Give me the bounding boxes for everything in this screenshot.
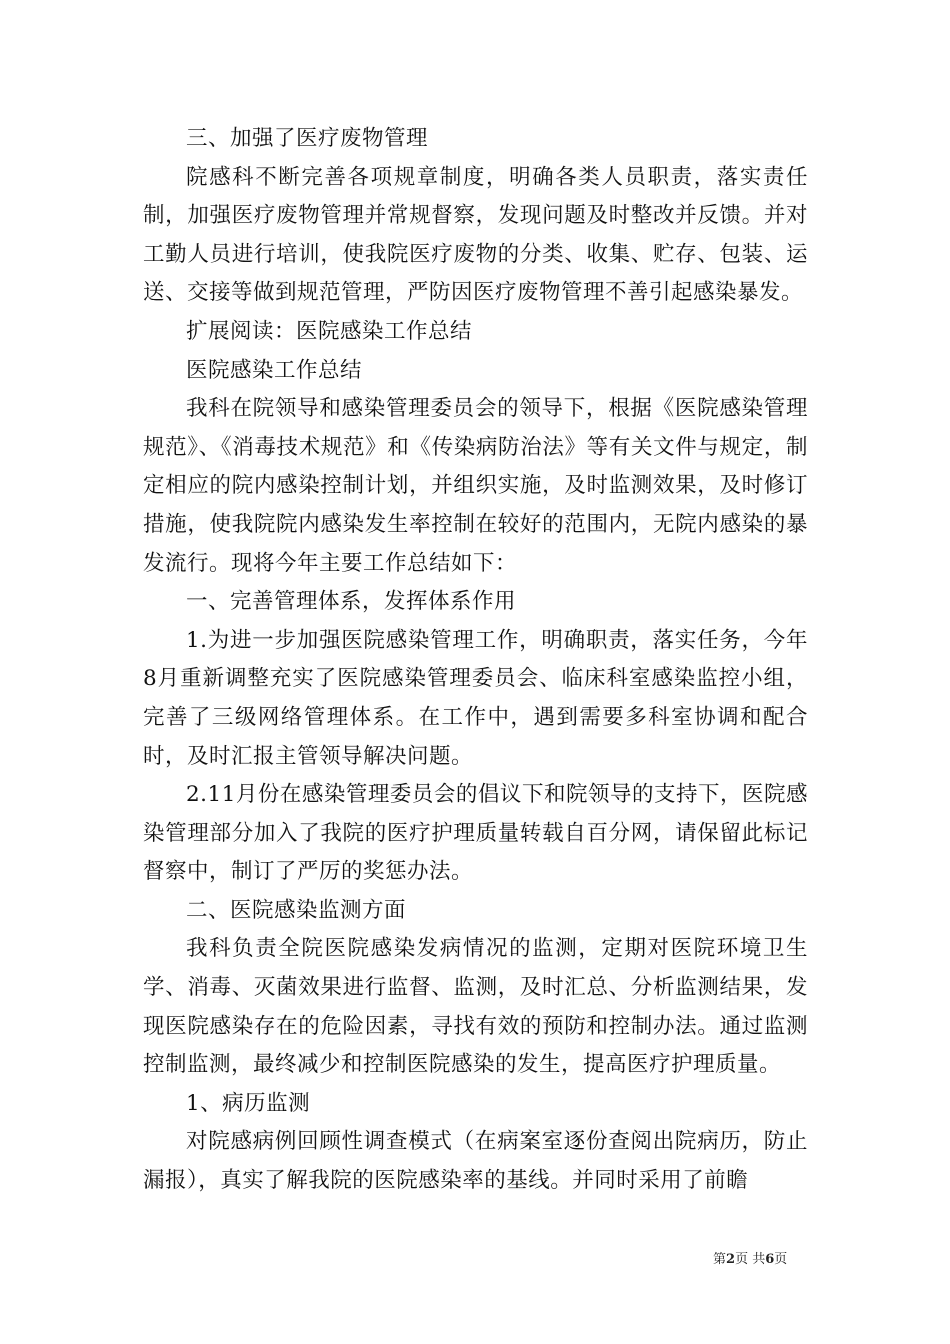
footer-suffix: 页 <box>774 1252 788 1267</box>
summary-title: 医院感染工作总结 <box>186 357 363 383</box>
paragraph-medical-records: 对院感病例回顾性调查模式（在病案室逐份查阅出院病历，防止漏报），真实了解我院的医院感染率的基线。并同时采用了前瞻 <box>143 1129 808 1194</box>
document-body <box>143 120 808 1201</box>
extended-reading-label: 扩展阅读：医院感染工作总结 <box>186 318 473 344</box>
paragraph-medical-waste: 院感科不断完善各项规章制度，明确各类人员职责，落实责任制，加强医疗废物管理并常规督察，发现问题及时整改并反馈。并对工勤人员进行培训，使我院医疗废物的分类、收集、贮存、包装、运送、交接等做到规范管理，严防因医疗废物管理不善引起感染暴发。 <box>143 164 808 306</box>
subsection-heading-medical-records: 1、病历监测 <box>186 1090 311 1116</box>
paragraph-item-1: 1.为进一步加强医院感染管理工作，明确职责，落实任务，今年8月重新调整充实了医院感染管理委员会、临床科室感染监控小组，完善了三级网络管理体系。在工作中，遇到需要多科室协调和配合时，及时汇报主管领导解决问题。 <box>143 627 808 769</box>
footer-current-page: 2 <box>726 1252 736 1267</box>
footer-middle: 页 共 <box>735 1252 766 1267</box>
footer-prefix: 第 <box>713 1252 727 1267</box>
section-heading-management-system: 一、完善管理体系，发挥体系作用 <box>186 589 517 615</box>
paragraph-monitoring: 我科负责全院医院感染发病情况的监测，定期对医院环境卫生学、消毒、灭菌效果进行监督、监测，及时汇总、分析监测结果，发现医院感染存在的危险因素，寻找有效的预防和控制办法。通过监测控制监测，最终减少和控制医院感染的发生，提高医疗护理质量。 <box>143 936 808 1078</box>
footer-total-pages: 6 <box>765 1252 775 1267</box>
section-heading-monitoring: 二、医院感染监测方面 <box>186 897 407 923</box>
paragraph-item-2: 2.11月份在感染管理委员会的倡议下和院领导的支持下，医院感染管理部分加入了我院的医疗护理质量转载自百分网，请保留此标记督察中，制订了严厉的奖惩办法。 <box>143 782 808 885</box>
paragraph-introduction: 我科在院领导和感染管理委员会的领导下，根据《医院感染管理规范》、《消毒技术规范》和《传染病防治法》等有关文件与规定，制定相应的院内感染控制计划，并组织实施，及时监测效果，及时修订措施，使我院院内感染发生率控制在较好的范围内，无院内感染的暴发流行。现将今年主要工作总结如下： <box>143 396 808 576</box>
page-footer <box>713 1248 787 1267</box>
section-heading-medical-waste: 三、加强了医疗废物管理 <box>186 126 429 151</box>
